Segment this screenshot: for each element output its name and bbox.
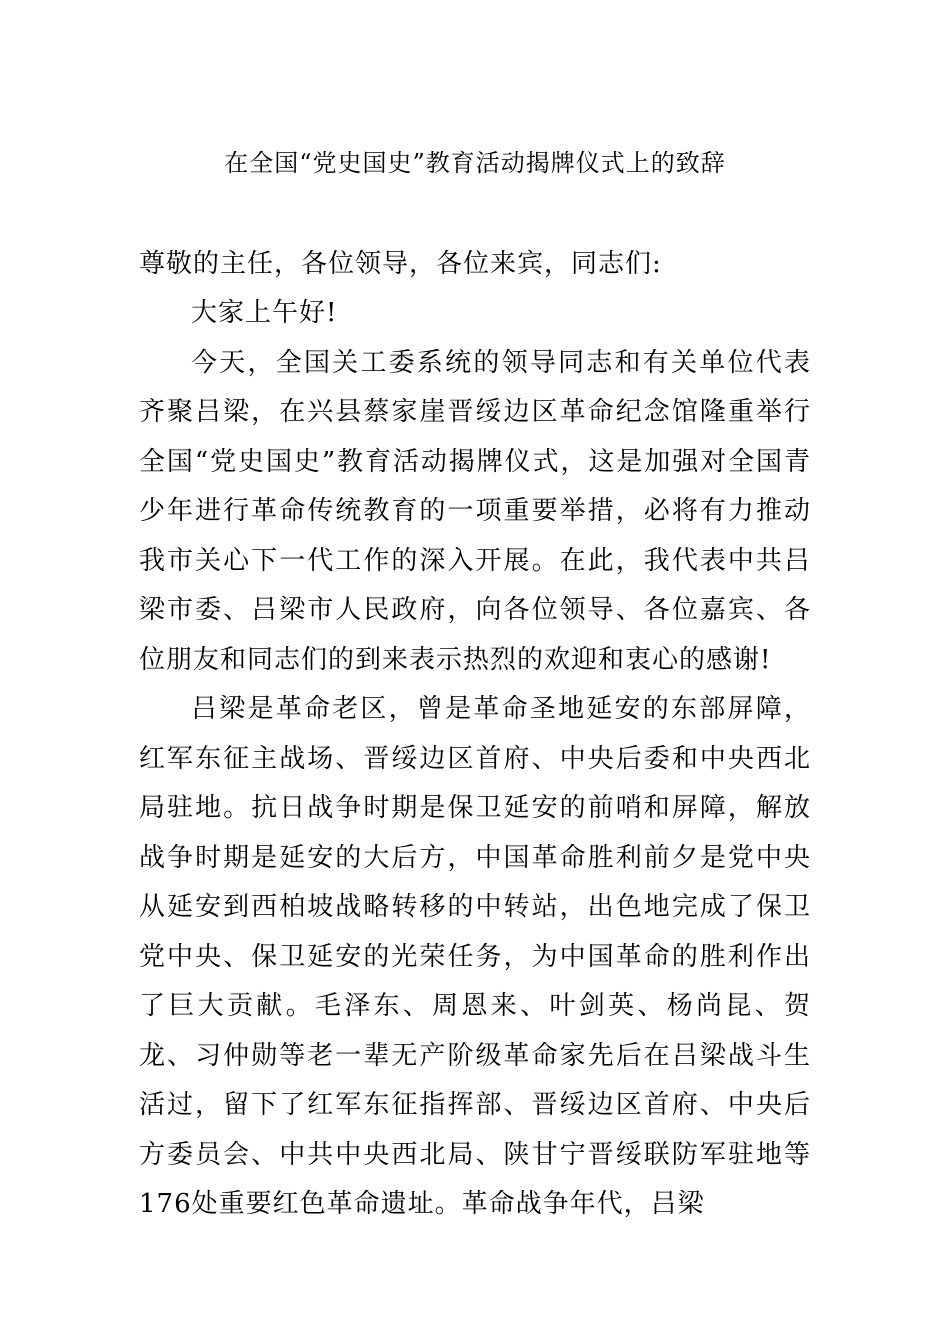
salutation: 尊敬的主任，各位领导，各位来宾，同志们:	[139, 249, 662, 279]
greeting-paragraph: 大家上午好!	[191, 298, 338, 328]
body-paragraph: 吕梁是革命老区，曾是革命圣地延安的东部屏障，红军东征主战场、晋绥边区首府、中央后委和中央西北局驻地。抗日战争时期是保卫延安的前哨和屏障，解放战争时期是延安的大后方，中国革命胜利前夕是党中央从延安到西柏坡战略转移的中转站，出色地完成了保卫党中央、保卫延安的光荣任务，为中国革命的胜利作出了巨大贡献。毛泽东、周恩来、叶剑英、杨尚昆、贺龙、习仲勋等老一辈无产阶级革命家先后在吕梁战斗生活过，留下了红军东征指挥部、晋绥边区首府、中央后方委员会、中共中央西北局、陕甘宁晋绥联防军驻地等176处重要红色革命遗址。革命战争年代，吕梁	[139, 694, 811, 1219]
document-body	[139, 240, 811, 1230]
body-paragraph: 今天，全国关工委系统的领导同志和有关单位代表齐聚吕梁，在兴县蔡家崖晋绥边区革命纪念馆隆重举行全国“党史国史”教育活动揭牌仪式，这是加强对全国青少年进行革命传统教育的一项重要举措，必将有力推动我市关心下一代工作的深入开展。在此，我代表中共吕梁市委、吕梁市人民政府，向各位领导、各位嘉宾、各位朋友和同志们的到来表示热烈的欢迎和衷心的感谢!	[139, 347, 811, 675]
document-title: 在全国“党史国史”教育活动揭牌仪式上的致辞	[224, 149, 726, 177]
